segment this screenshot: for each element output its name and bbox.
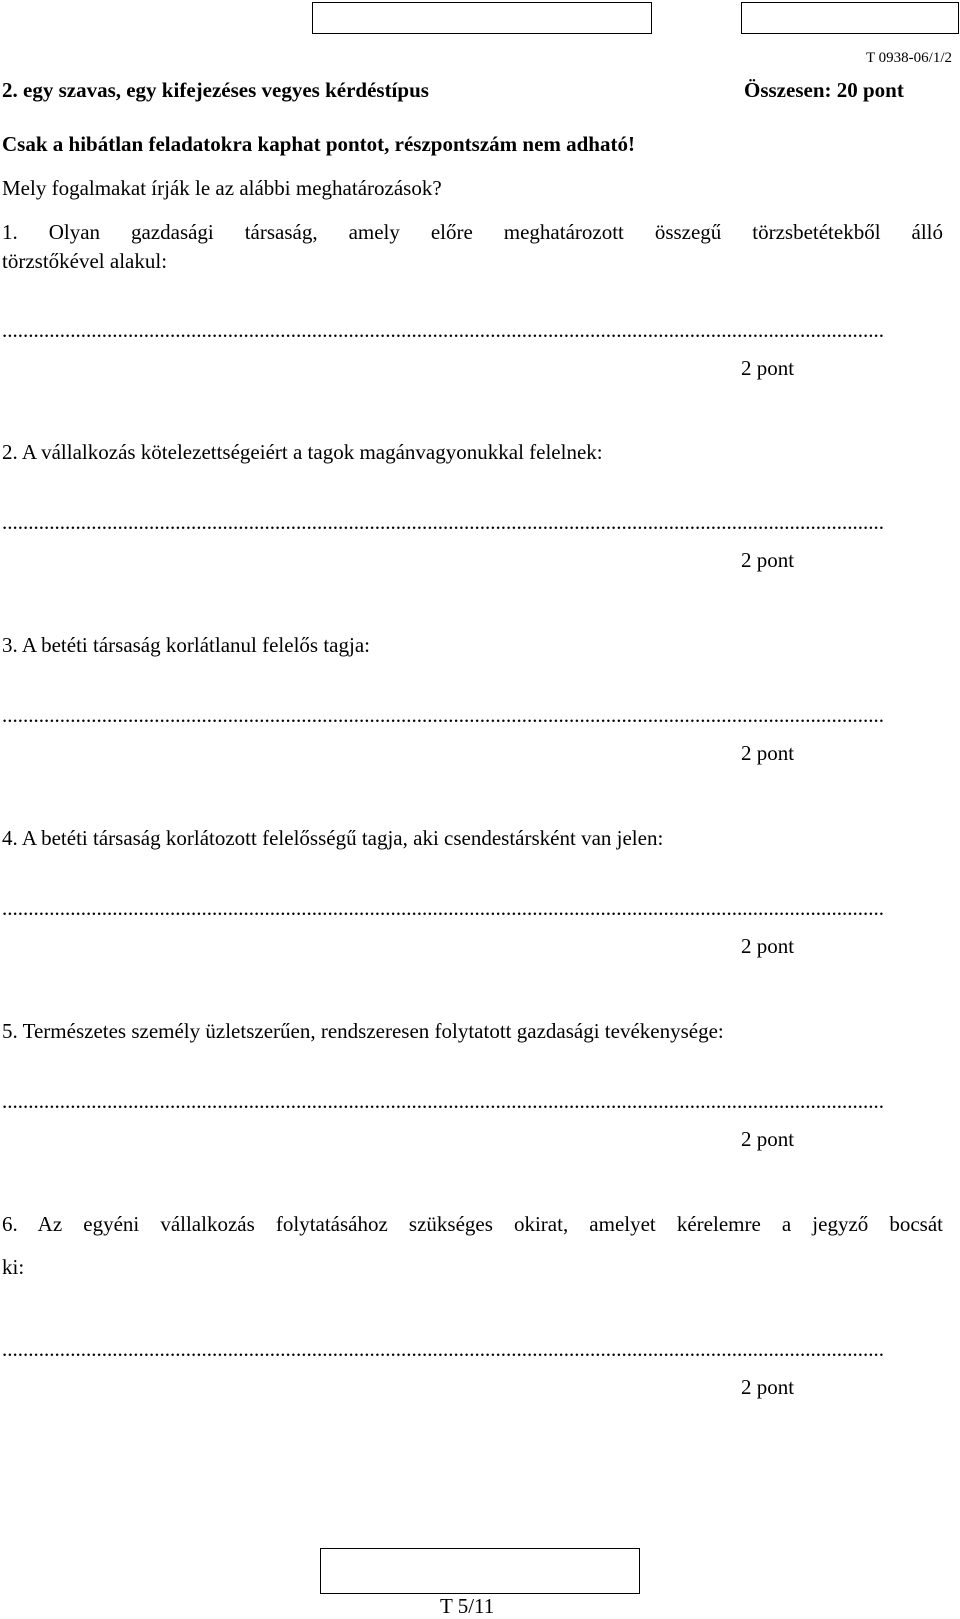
score-box-left <box>312 2 652 34</box>
answer-line-1[interactable]: ........................................................................................................................................................................ <box>2 318 884 342</box>
question-text: Mely fogalmakat írják le az alábbi meghatározások? <box>2 176 442 200</box>
document-code: T 0938-06/1/2 <box>866 50 952 66</box>
score-box-right <box>741 2 959 34</box>
item-6-text-cont: ki: <box>2 1255 25 1279</box>
answer-line-2[interactable]: ........................................................................................................................................................................ <box>2 510 884 534</box>
answer-line-5[interactable]: ........................................................................................................................................................................ <box>2 1089 884 1113</box>
answer-line-4[interactable]: ........................................................................................................................................................................ <box>2 896 884 920</box>
footer-score-box <box>320 1548 640 1594</box>
item-1-points: 2 pont <box>741 356 795 380</box>
rule-text: Csak a hibátlan feladatokra kaphat pontot, részpontszám nem adható! <box>2 132 635 156</box>
page-number: T 5/11 <box>440 1594 495 1618</box>
item-2-points: 2 pont <box>741 548 795 572</box>
item-6-text: 6. Az egyéni vállalkozás folytatásához szükséges okirat, amelyet kérelemre a jegyző bocsát <box>2 1212 943 1236</box>
item-3-text: 3. A betéti társaság korlátlanul felelős tagja: <box>2 633 370 657</box>
item-4-points: 2 pont <box>741 934 795 958</box>
item-3-points: 2 pont <box>741 741 795 765</box>
item-4-text: 4. A betéti társaság korlátozott felelősségű tagja, aki csendestársként van jelen: <box>2 826 664 850</box>
item-5-points: 2 pont <box>741 1127 795 1151</box>
total-points: Összesen: 20 pont <box>744 78 904 102</box>
item-2-text: 2. A vállalkozás kötelezettségeiért a tagok magánvagyonukkal felelnek: <box>2 440 603 464</box>
answer-line-3[interactable]: ........................................................................................................................................................................ <box>2 703 884 727</box>
answer-line-6[interactable]: ........................................................................................................................................................................ <box>2 1337 884 1361</box>
item-1-text: 1. Olyan gazdasági társaság, amely előre meghatározott összegű törzsbetétekből álló <box>2 220 943 244</box>
item-1-text-cont: törzstőkével alakul: <box>2 249 168 273</box>
item-6-points: 2 pont <box>741 1375 795 1399</box>
section-title: 2. egy szavas, egy kifejezéses vegyes kérdéstípus <box>2 78 429 102</box>
item-5-text: 5. Természetes személy üzletszerűen, rendszeresen folytatott gazdasági tevékenysége: <box>2 1019 724 1043</box>
